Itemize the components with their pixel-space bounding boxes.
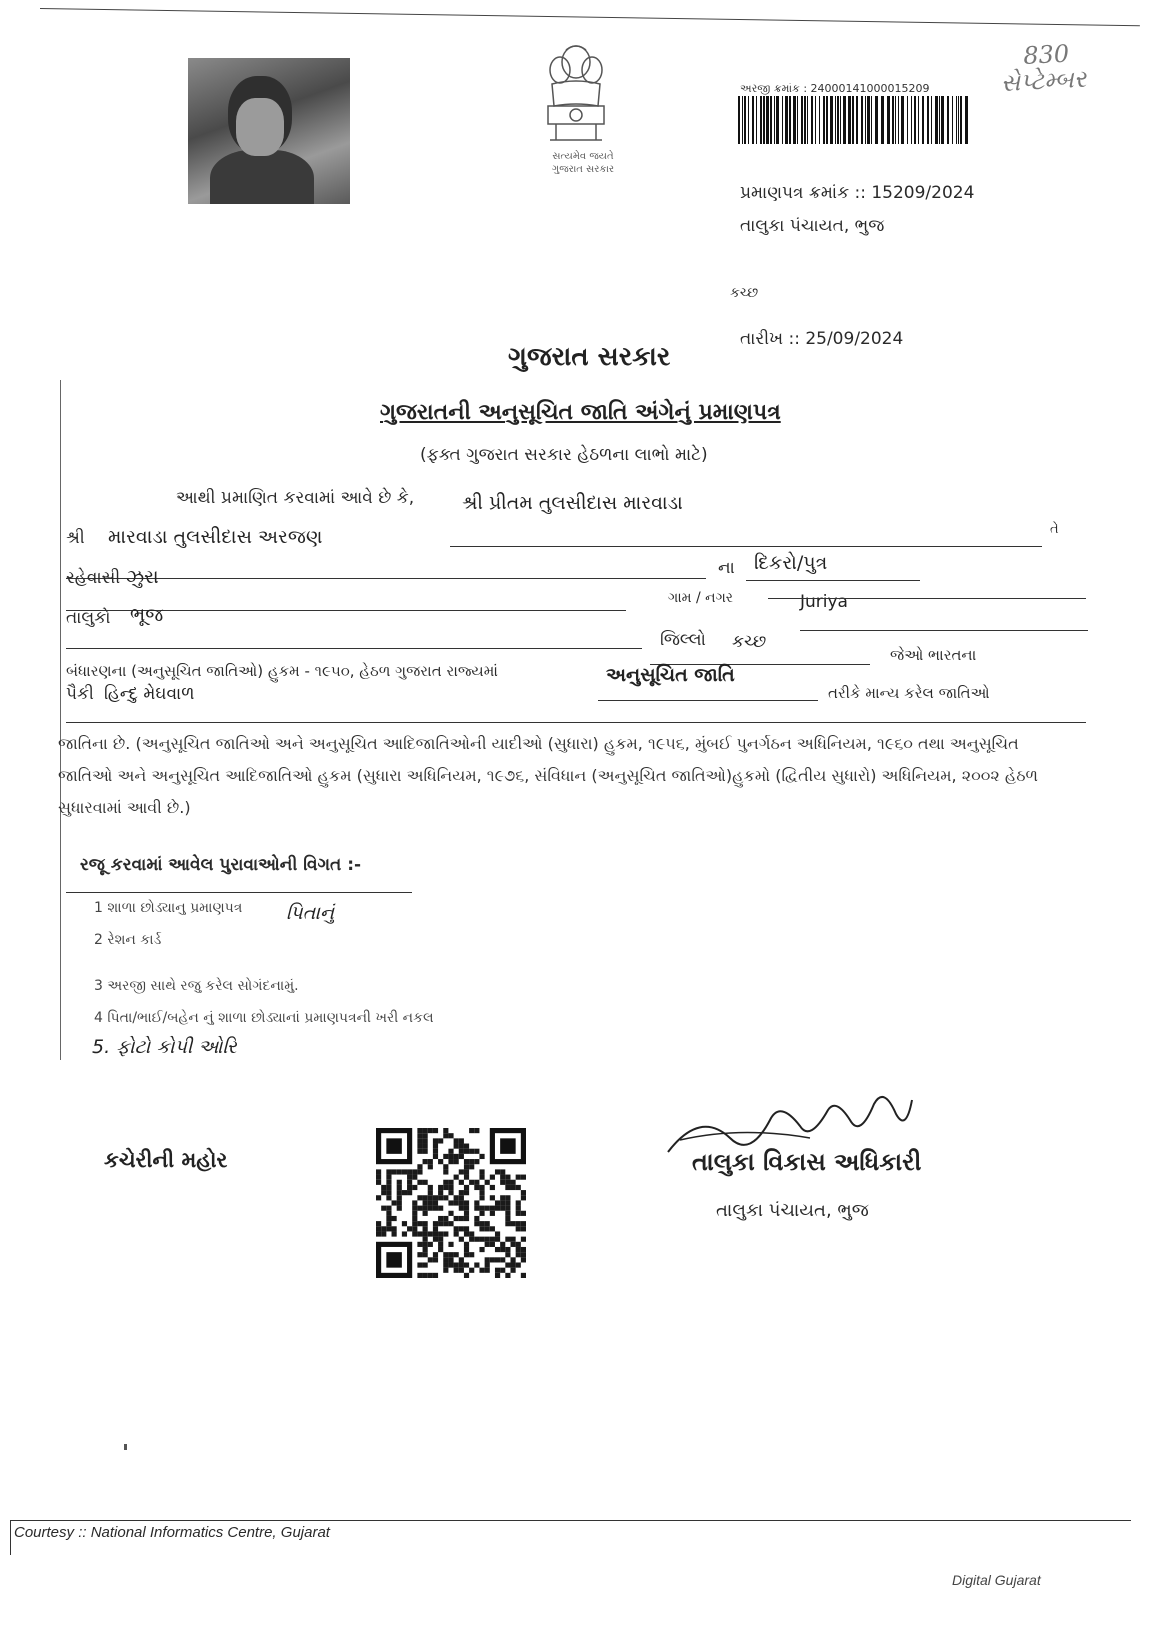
emblem-caption <box>528 150 638 176</box>
proofs-heading: રજૂ કરવામાં આવેલ પુરાવાઓની વિગત :- <box>80 855 362 875</box>
legal-paragraph: જાતિના છે. (અનુસૂચિત જાતિઓ અને અનુસૂચિત આદિજાતિઓની યાદીઓ (સુધારા) હુકમ, ૧૯૫૬, મુંબઈ પુનર્ગઠન અધિનિયમ, ૧૯૬૦ તથા અનુસૂચિત જાતિઓ અને અનુસૂચિત આદિજાતિઓ હુકમ (સુધારા અધિનિયમ, ૧૯૭૬, સંવિધાન (અનુસૂચિત જાતિઓ)હુકમો (દ્વિતીય સુધારો) અધિનિયમ, ૨૦૦૨ હેઠળ સુધારવામાં આવી છે.) <box>58 734 1039 817</box>
rule-taluka <box>66 648 642 649</box>
taluka-label: તાલુકો <box>66 608 111 628</box>
village-value: Juriya <box>800 592 848 612</box>
rule-category <box>598 700 818 701</box>
constitution-text: બંધારણના (અનુસૂચિત જાતિઓ) હુકમ - ૧૯૫૦, હેઠળ ગુજરાત રાજ્યમાં <box>66 662 498 680</box>
district-value: કચ્છ <box>732 632 767 652</box>
among-label: પૈકી <box>66 684 94 704</box>
applicant-photo <box>188 58 350 204</box>
office-seal-label: કચેરીની મહોર <box>104 1148 228 1172</box>
speck <box>124 1444 127 1450</box>
applicant-name: શ્રી પ્રીતમ તુલસીદાસ મારવાડા <box>462 492 683 514</box>
proof-item-4: 4 પિતા/ભાઈ/બહેન નું શાળા છોડ્યાનાં પ્રમાણપત્રની ખરી નકલ <box>94 1010 434 1026</box>
rule-relation <box>746 580 920 581</box>
village-label: ગામ / નગર <box>668 590 734 606</box>
certificate-subtitle: (ફક્ત ગુજરાત સરકાર હેઠળના લાભો માટે) <box>420 445 708 465</box>
emblem-motto: સત્યમેવ જયતે <box>552 151 614 162</box>
resident-value: ઝુરા <box>126 566 159 588</box>
shri-label: શ્રી <box>66 528 85 548</box>
resident-label: રહેવાસી <box>66 568 121 588</box>
rule-village <box>768 598 1086 599</box>
father-name: મારવાડા તુલસીદાસ અરજણ <box>108 526 323 548</box>
proof-item-1: 1 શાળા છોડ્યાનુ પ્રમાણપત્ર <box>94 900 243 916</box>
rule-proofs-heading <box>66 892 412 893</box>
courtesy-text: Courtesy :: National Informatics Centre, Gujarat <box>14 1524 330 1541</box>
taluka-value: ભૂજ <box>130 604 164 626</box>
rule-applicant <box>450 546 1042 547</box>
category: અનુસૂચિત જાતિ <box>606 664 735 686</box>
certificate-title: ગુજરાતની અનુસૂચિત જાતિ અંગેનું પ્રમાણપત્ર <box>380 400 781 425</box>
relation: દિકરો/પુત્ર <box>754 552 828 574</box>
handwritten-note: 830 સેપ્ટેમ્બર <box>1000 39 1087 98</box>
proof-item-5-handwritten: 5. ફોટો કોપી ઓરિ <box>92 1036 237 1058</box>
officer-office: તાલુકા પંચાયત, ભુજ <box>716 1200 869 1221</box>
barcode-icon <box>738 96 968 144</box>
digital-gujarat-brand: Digital Gujarat <box>952 1572 1041 1588</box>
issuing-office: તાલુકા પંચાયત, ભુજ <box>740 216 885 236</box>
rule-caste <box>66 722 1086 723</box>
rule-father <box>66 578 706 579</box>
of-india-label: જેઓ ભારતના <box>890 646 977 664</box>
page-top-border <box>40 8 1140 26</box>
rule-district-right <box>800 630 1088 631</box>
certificate-number: પ્રમાણપત્ર ક્રમાંક :: 15209/2024 <box>740 183 975 203</box>
caste: હિન્દુ મેઘવાળ <box>104 684 195 704</box>
district-top: કચ્છ <box>730 285 759 301</box>
te-label: તે <box>1050 522 1059 537</box>
proof-item-3: 3 અરજી સાથે રજુ કરેલ સોગંદનામું. <box>94 978 299 994</box>
proof-item-2: 2 રેશન કાર્ડ <box>94 932 162 948</box>
na-label: ના <box>718 558 735 578</box>
page-left-border <box>60 380 61 1060</box>
national-emblem-icon <box>538 40 614 150</box>
emblem-gov: ગુજરાત સરકાર <box>551 164 615 175</box>
recognized-text: તરીકે માન્ય કરેલ જાતિઓ <box>828 684 990 702</box>
district-label: જિલ્લો <box>660 630 706 650</box>
proof-item-1-handwritten: પિતાનું <box>286 902 335 924</box>
issue-date: તારીખ :: 25/09/2024 <box>740 329 904 349</box>
certify-prefix: આથી પ્રમાણિત કરવામાં આવે છે કે, <box>176 488 415 508</box>
application-number: અરજી ક્રમાંક : 24000141000015209 <box>740 82 930 95</box>
qr-code-icon <box>376 1128 528 1278</box>
government-title: ગુજરાત સરકાર <box>508 342 671 372</box>
officer-title: તાલુકા વિકાસ અધિકારી <box>692 1148 922 1176</box>
